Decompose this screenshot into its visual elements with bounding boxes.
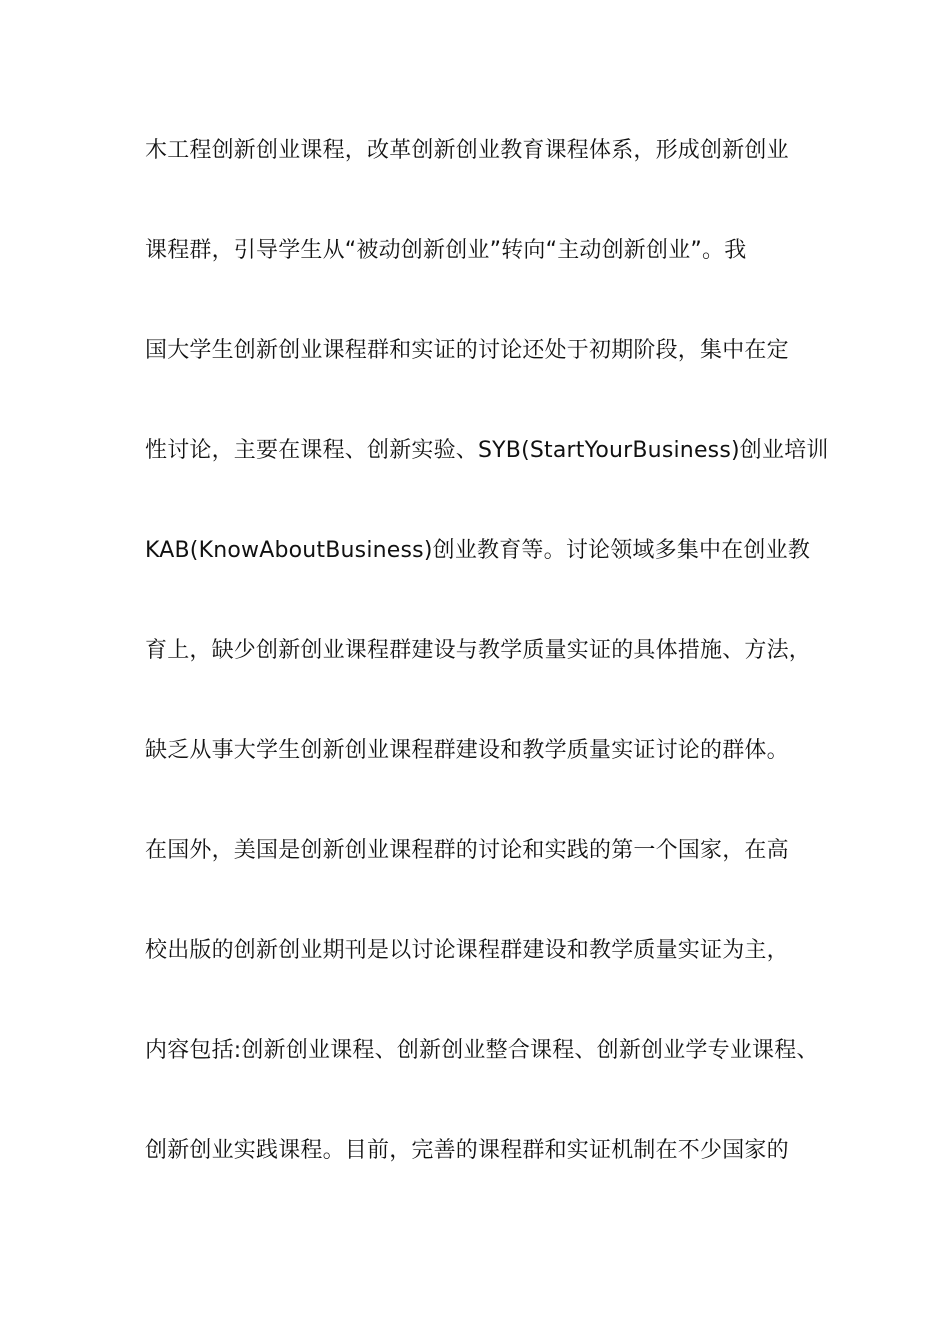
text-line: 校出版的创新创业期刊是以讨论课程群建设和教学质量实证为主， [145, 938, 789, 963]
text-line: 在国外，美国是创新创业课程群的讨论和实践的第一个国家，在高 [145, 838, 789, 863]
text-line: 课程群，引导学生从“被动创新创业”转向“主动创新创业”。我 [145, 238, 747, 263]
text-line: 木工程创新创业课程，改革创新创业教育课程体系，形成创新创业 [145, 138, 789, 163]
text-line: KAB(KnowAboutBusiness)创业教育等。讨论领域多集中在创业教 [145, 538, 811, 563]
text-line: 缺乏从事大学生创新创业课程群建设和教学质量实证讨论的群体。 [145, 738, 789, 763]
text-line: 性讨论，主要在课程、创新实验、SYB(StartYourBusiness)创业培训 [145, 438, 829, 463]
body-text [145, 128, 835, 1228]
text-line: 育上，缺少创新创业课程群建设与教学质量实证的具体措施、方法， [145, 638, 812, 663]
text-line: 创新创业实践课程。目前，完善的课程群和实证机制在不少国家的 [145, 1138, 789, 1163]
text-line: 内容包括:创新创业课程、创新创业整合课程、创新创业学专业课程、 [145, 1038, 819, 1063]
text-line: 国大学生创新创业课程群和实证的讨论还处于初期阶段，集中在定 [145, 338, 789, 363]
